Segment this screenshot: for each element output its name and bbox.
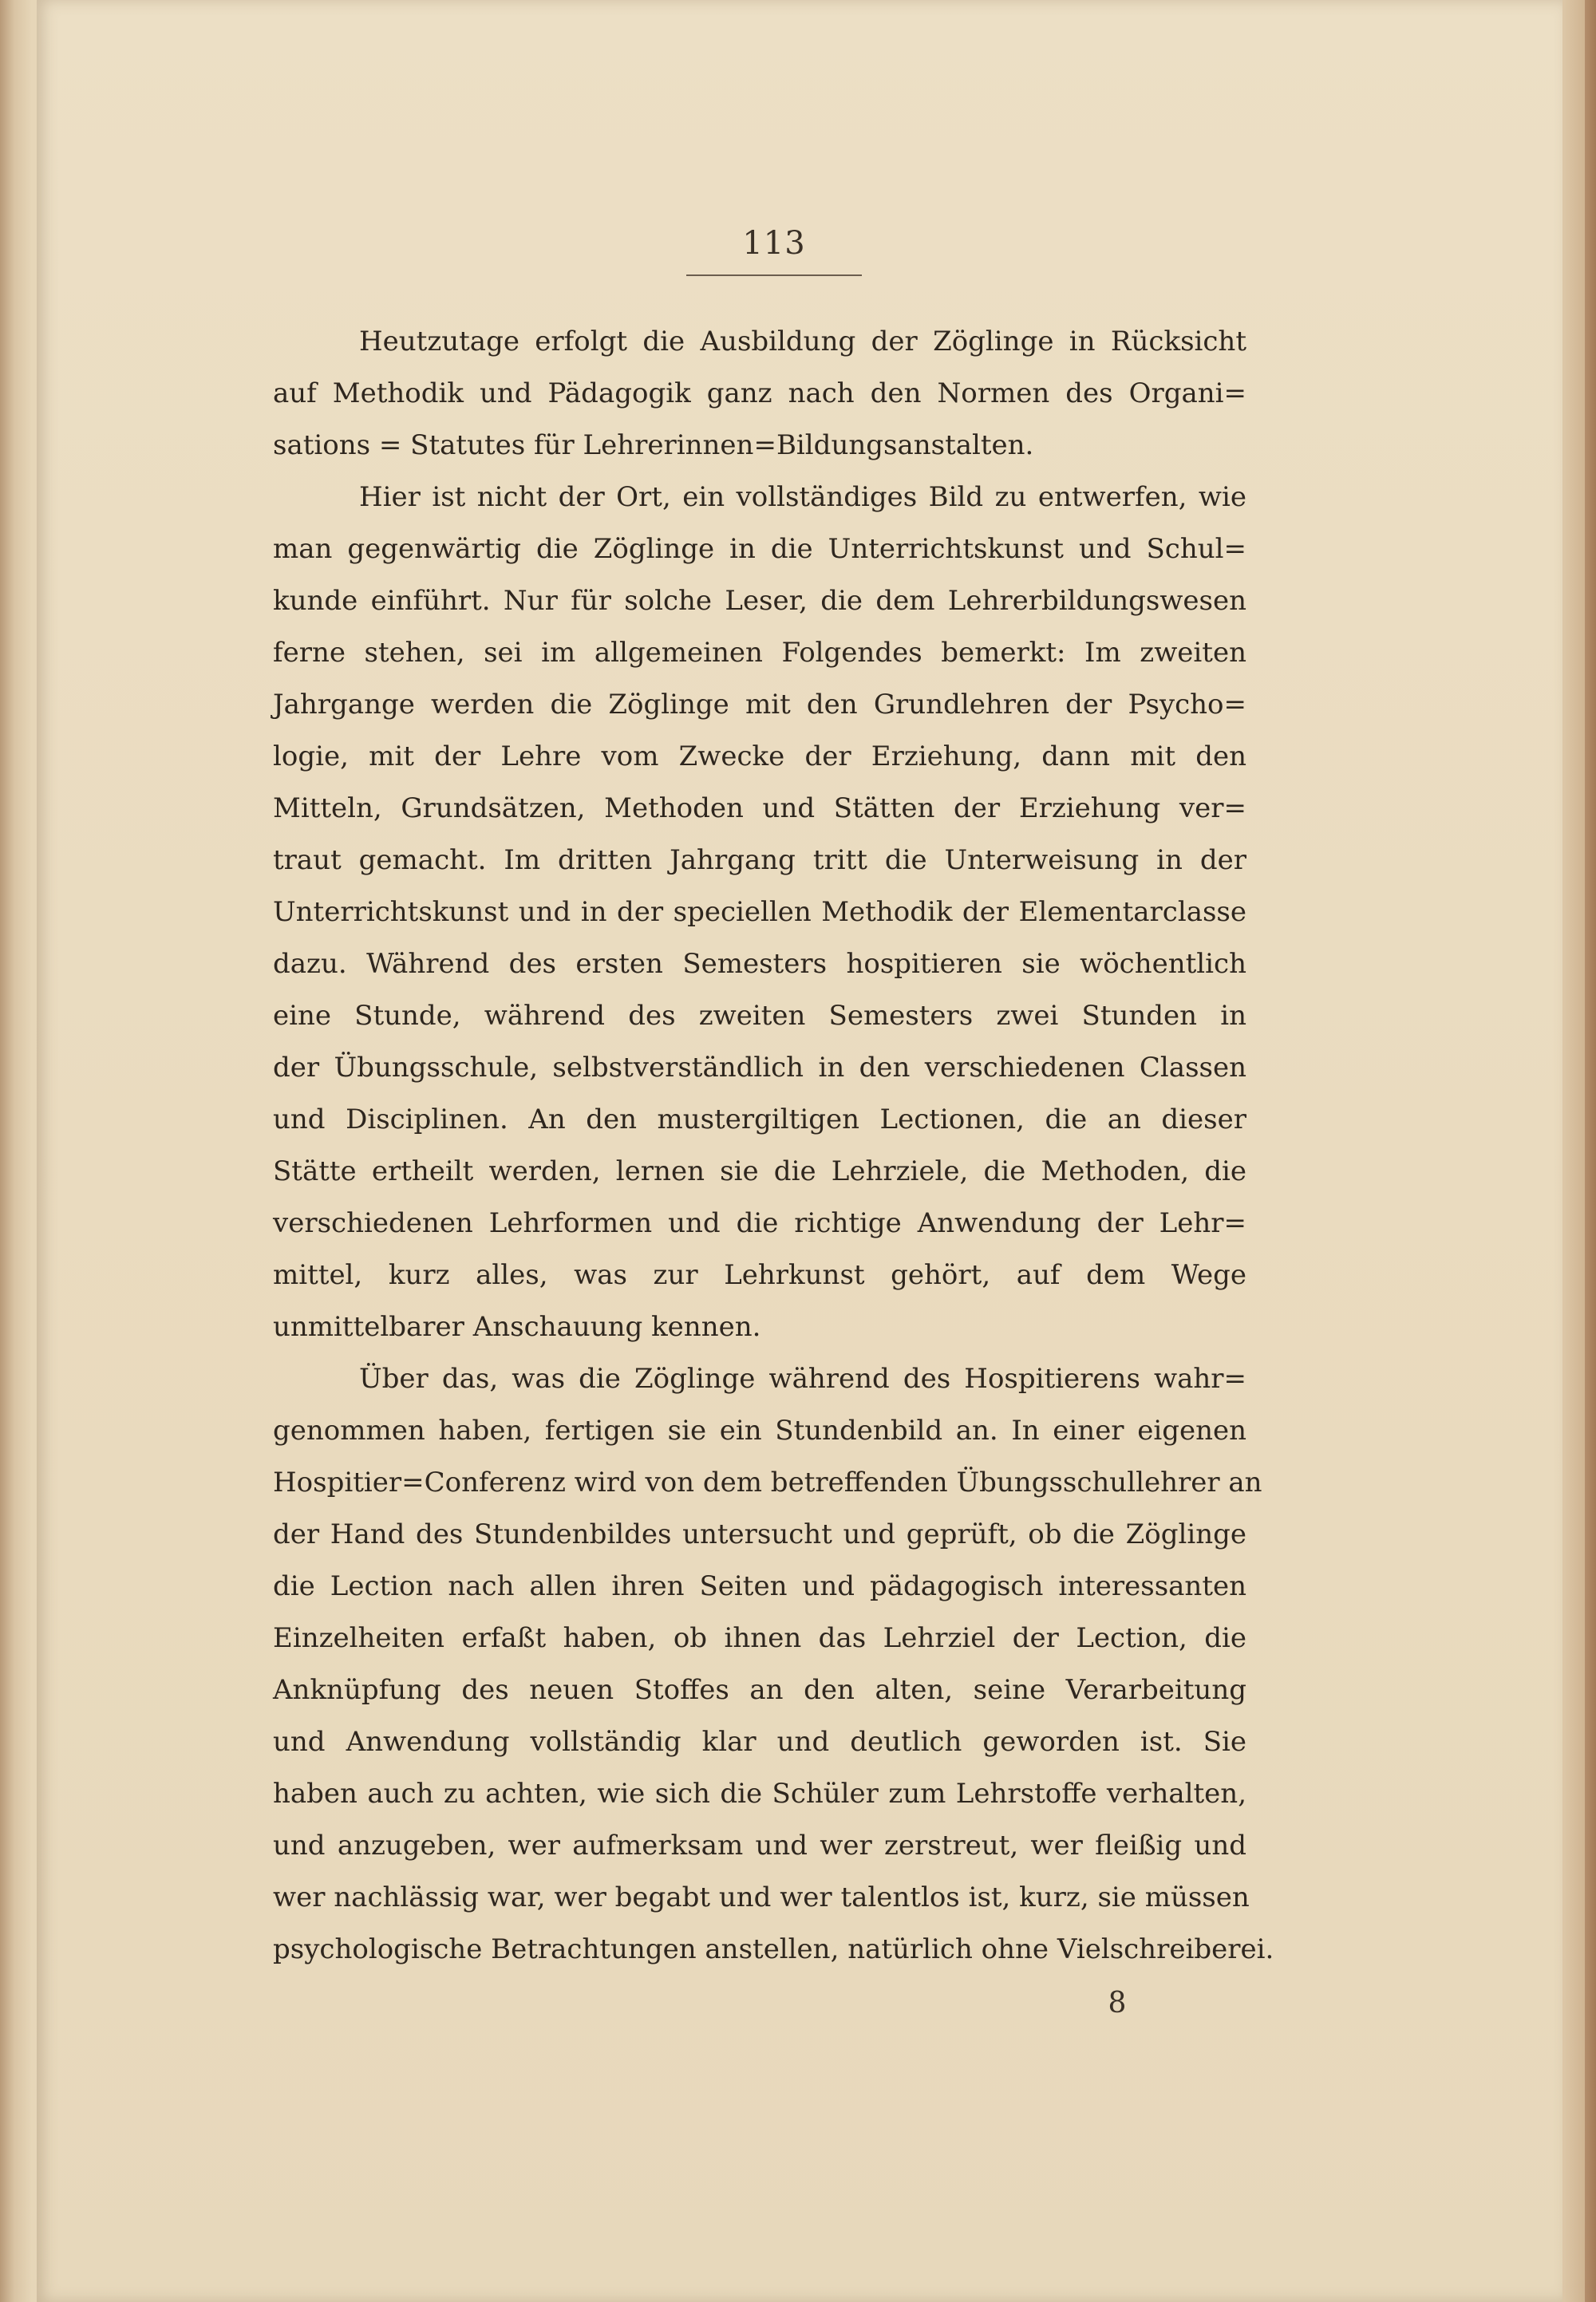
text-line: Stätte ertheilt werden, lernen sie die Lehrziele, die Methoden, die xyxy=(273,1155,1246,1187)
text-line: Jahrgange werden die Zöglinge mit den Grundlehren der Psycho= xyxy=(273,689,1246,721)
text-line: man gegenwärtig die Zöglinge in die Unterrichtskunst und Schul= xyxy=(273,533,1246,565)
text-line: mittel, kurz alles, was zur Lehrkunst gehört, auf dem Wege xyxy=(273,1259,1246,1291)
text-line: logie, mit der Lehre vom Zwecke der Erziehung, dann mit den xyxy=(273,740,1246,772)
page-number: 113 xyxy=(742,225,806,262)
text-line: haben auch zu achten, wie sich die Schüler zum Lehrstoffe verhalten, xyxy=(273,1778,1246,1810)
text-line: unmittelbarer Anschauung kennen. xyxy=(273,1311,761,1343)
text-line: Über das, was die Zöglinge während des Hospitierens wahr= xyxy=(359,1363,1246,1395)
text-line: psychologische Betrachtungen anstellen, natürlich ohne Vielschreiberei. xyxy=(273,1933,1274,1965)
paragraph-2 xyxy=(273,472,1246,1353)
text-line: traut gemacht. Im dritten Jahrgang tritt die Unterweisung in der xyxy=(273,844,1246,876)
text-line: dazu. Während des ersten Semesters hospitieren sie wöchentlich xyxy=(273,948,1246,980)
text-line: Unterrichtskunst und in der speciellen Methodik der Elementarclasse xyxy=(273,896,1246,928)
text-line: Einzelheiten erfaßt haben, ob ihnen das Lehrziel der Lection, die xyxy=(273,1622,1246,1654)
text-line: sations = Statutes für Lehrerinnen=Bildungsanstalten. xyxy=(273,429,1034,461)
text-line: Hospitier=Conferenz wird von dem betreffenden Übungsschullehrer an xyxy=(273,1467,1262,1498)
text-line: wer nachlässig war, wer begabt und wer talentlos ist, kurz, sie müssen xyxy=(273,1881,1250,1913)
text-line: Hier ist nicht der Ort, ein vollständiges Bild zu entwerfen, wie xyxy=(359,481,1246,513)
signature-mark: 8 xyxy=(1108,1987,1127,2020)
text-line: und Disciplinen. An den mustergiltigen Lectionen, die an dieser xyxy=(273,1104,1246,1135)
text-line: die Lection nach allen ihren Seiten und pädagogisch interessanten xyxy=(273,1570,1246,1602)
text-line: der Übungsschule, selbstverständlich in den verschiedenen Classen xyxy=(273,1052,1246,1084)
text-line: eine Stunde, während des zweiten Semesters zwei Stunden in xyxy=(273,1000,1246,1032)
paragraph-3 xyxy=(273,1353,1274,1976)
text-line: Heutzutage erfolgt die Ausbildung der Zöglinge in Rücksicht xyxy=(359,326,1246,357)
text-line: genommen haben, fertigen sie ein Stundenbild an. In einer eigenen xyxy=(273,1415,1246,1447)
text-line: Anknüpfung des neuen Stoffes an den alten, seine Verarbeitung xyxy=(273,1674,1246,1706)
text-line: verschiedenen Lehrformen und die richtige Anwendung der Lehr= xyxy=(273,1207,1246,1239)
paragraph-1 xyxy=(273,316,1246,472)
text-line: und Anwendung vollständig klar und deutlich geworden ist. Sie xyxy=(273,1726,1246,1758)
text-line: ferne stehen, sei im allgemeinen Folgendes bemerkt: Im zweiten xyxy=(273,637,1246,669)
body-text xyxy=(273,316,1274,1976)
text-line: der Hand des Stundenbildes untersucht und geprüft, ob die Zöglinge xyxy=(273,1518,1246,1550)
text-line: Mitteln, Grundsätzen, Methoden und Stätten der Erziehung ver= xyxy=(273,792,1246,824)
book-edge xyxy=(1585,0,1596,2302)
text-line: auf Methodik und Pädagogik ganz nach den Normen des Organi= xyxy=(273,377,1246,409)
header-rule xyxy=(686,274,862,276)
text-line: und anzugeben, wer aufmerksam und wer zerstreut, wer fleißig und xyxy=(273,1830,1246,1862)
text-line: kunde einführt. Nur für solche Leser, die dem Lehrerbildungswesen xyxy=(273,585,1246,617)
